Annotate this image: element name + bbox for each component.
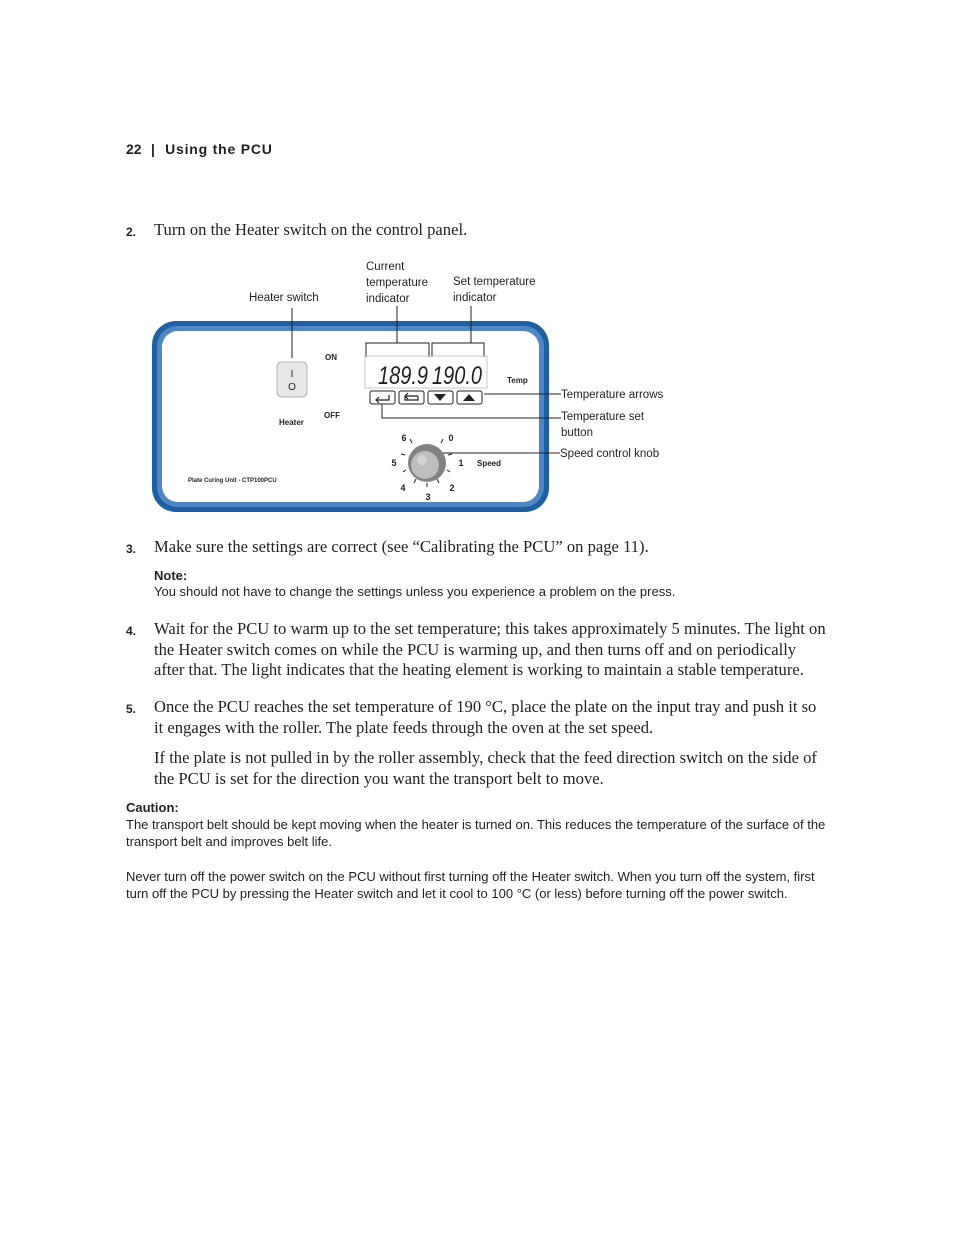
step-text: Once the PCU reaches the set temperature of 190 °C, place the plate on the input tray and push it so it engages with the roller. The plate feeds through the oven at the set speed.	[154, 697, 817, 737]
temp-label: Temp	[507, 376, 528, 385]
callout-current-temp-line3: indicator	[366, 293, 410, 305]
step-number: 3.	[126, 542, 137, 556]
note-text: You should not have to change the settings unless you experience a problem on the press.	[154, 584, 676, 599]
step-text: Turn on the Heater switch on the control panel.	[154, 220, 468, 239]
temperature-up-arrow-button[interactable]	[457, 391, 482, 404]
step-4	[126, 619, 826, 681]
running-header	[126, 141, 273, 157]
speed-label: Speed	[477, 459, 502, 468]
dial-3: 3	[425, 492, 431, 502]
page-number: 22	[126, 141, 142, 157]
step-number: 5.	[126, 702, 137, 716]
caution-paragraph-2: Never turn off the power switch on the PCU without first turning off the Heater switch. When you turn off the system, first turn off the PCU by pressing the Heater switch and let it cool to 100 °C (or less) before turning off the power switch.	[126, 869, 815, 901]
dial-1: 1	[458, 458, 464, 468]
heater-switch[interactable]	[277, 362, 307, 397]
set-temperature-value: 190.0	[432, 362, 483, 390]
step-text: Make sure the settings are correct (see “Calibrating the PCU” on page 11).	[154, 537, 649, 556]
unit-name-label: Plate Curing Unit - CTP100PCU	[188, 478, 277, 484]
temperature-set-button[interactable]	[370, 391, 395, 404]
callout-temp-set-line2: button	[561, 427, 593, 439]
dial-5: 5	[391, 458, 397, 468]
step-3	[126, 537, 826, 558]
temperature-down-arrow-button[interactable]	[428, 391, 453, 404]
step-number: 4.	[126, 624, 137, 638]
off-label: OFF	[324, 411, 340, 420]
header-separator: |	[150, 141, 156, 157]
step-number: 2.	[126, 225, 137, 239]
temperature-display	[365, 356, 487, 390]
on-label: ON	[325, 353, 337, 362]
dial-4: 4	[400, 483, 406, 493]
dial-0: 0	[448, 433, 454, 443]
temperature-cancel-button[interactable]	[399, 391, 424, 404]
control-panel-figure	[0, 250, 954, 525]
step-text: Wait for the PCU to warm up to the set temperature; this takes approximately 5 minutes. The light on the Heater switch comes on while the PCU is warming up, and then turns off and on periodically after that. The light indicates that the heating element is working to maintain a stable temperature.	[154, 619, 826, 680]
switch-on-mark: I	[290, 369, 294, 380]
callout-temp-set-line1: Temperature set	[561, 411, 645, 423]
note-label: Note:	[154, 568, 188, 583]
heater-label: Heater	[279, 418, 304, 427]
callout-current-temp-line2: temperature	[366, 277, 429, 289]
dial-2: 2	[449, 483, 455, 493]
current-temperature-value: 189.9	[378, 362, 429, 390]
switch-off-mark: O	[288, 382, 296, 393]
callout-heater-switch: Heater switch	[249, 292, 319, 304]
callout-set-temp-line1: Set temperature	[453, 276, 536, 288]
dial-6: 6	[401, 433, 407, 443]
caution-paragraph-1: The transport belt should be kept moving when the heater is turned on. This reduces the temperature of the surface of the transport belt and improves belt life.	[126, 817, 826, 849]
section-title: Using the PCU	[165, 141, 273, 157]
caution-box	[126, 800, 826, 902]
callout-temp-arrows: Temperature arrows	[561, 389, 664, 401]
step-5	[126, 697, 826, 738]
callout-speed-knob: Speed control knob	[560, 448, 660, 460]
step-5-followup: If the plate is not pulled in by the roller assembly, check that the feed direction switch on the side of the PCU is set for the direction you want the transport belt to move.	[154, 748, 817, 788]
step-2	[126, 220, 826, 241]
callout-set-temp-line2: indicator	[453, 292, 497, 304]
callout-current-temp-line1: Current	[366, 261, 405, 273]
caution-label: Caution:	[126, 800, 179, 815]
note-box	[154, 568, 675, 600]
